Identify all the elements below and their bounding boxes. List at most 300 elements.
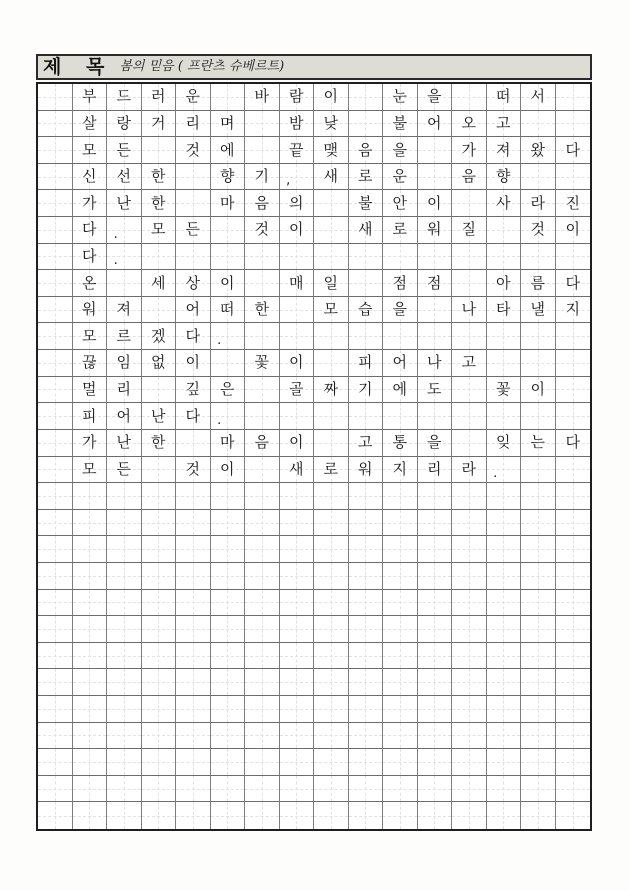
grid-character: 다 [185,406,200,425]
grid-cell [280,616,315,643]
grid-cell [418,696,453,723]
grid-character: 오 [461,113,476,132]
grid-character: 꽃 [496,379,511,398]
grid-cell [176,669,211,696]
grid-character: 진 [565,193,580,212]
grid-character: 지 [392,459,407,478]
grid-cell [245,669,280,696]
grid-character: 리 [427,459,442,478]
grid-character: 모 [151,220,166,239]
grid-cell [73,217,108,244]
grid-cell [176,190,211,217]
grid-character: 이 [289,353,304,372]
grid-cell [314,616,349,643]
grid-cell [107,723,142,750]
grid-cell [280,802,315,829]
grid-cell [176,457,211,484]
grid-cell [487,643,522,670]
grid-cell [314,696,349,723]
grid-character: 서 [530,87,545,106]
grid-cell [38,749,73,776]
grid-cell [245,723,280,750]
grid-cell [38,111,73,138]
grid-cell [73,802,108,829]
grid-cell [38,669,73,696]
grid-cell [314,164,349,191]
grid-cell [418,270,453,297]
grid-cell [487,403,522,430]
grid-cell [211,643,246,670]
grid-cell [176,244,211,271]
grid-cell [452,643,487,670]
grid-cell [314,323,349,350]
grid-cell [418,244,453,271]
grid-cell [452,137,487,164]
grid-cell [383,802,418,829]
grid-cell [487,483,522,510]
grid-cell [73,244,108,271]
grid-cell [556,669,591,696]
grid-character: 매 [289,273,304,292]
grid-character: 사 [496,193,511,212]
grid-character: 골 [289,379,304,398]
grid-character: 것 [530,220,545,239]
grid-character: 한 [151,433,166,452]
grid-character: 불 [392,113,407,132]
grid-character: 도 [427,379,442,398]
grid-cell [73,510,108,537]
grid-character: 마 [220,433,235,452]
grid-cell [245,297,280,324]
grid-cell [280,643,315,670]
grid-cell [556,483,591,510]
grid-cell [556,270,591,297]
grid-cell [556,137,591,164]
grid-character: 리 [116,379,131,398]
grid-character: 음 [254,433,269,452]
grid-character: 한 [151,167,166,186]
grid-cell [107,84,142,111]
grid-cell [211,403,246,430]
grid-character: 다 [565,433,580,452]
grid-character: 맺 [323,140,338,159]
grid-cell [176,802,211,829]
grid-cell [521,696,556,723]
grid-cell [487,297,522,324]
grid-character: 눈 [392,87,407,106]
grid-cell [349,403,384,430]
grid-cell [73,669,108,696]
grid-cell [245,377,280,404]
grid-cell [452,350,487,377]
grid-cell [521,590,556,617]
grid-cell [38,217,73,244]
grid-cell [383,244,418,271]
grid-cell [280,536,315,563]
grid-cell [107,244,142,271]
grid-cell [487,430,522,457]
grid-character: 밤 [289,113,304,132]
grid-cell [452,563,487,590]
grid-cell [487,696,522,723]
grid-character: 이 [427,193,442,212]
grid-cell [349,84,384,111]
grid-cell [383,510,418,537]
grid-cell [176,430,211,457]
grid-character: 낼 [530,300,545,319]
grid-cell [107,669,142,696]
grid-character: 라 [461,459,476,478]
grid-character: 잊 [496,433,511,452]
grid-cell [521,84,556,111]
grid-cell [349,111,384,138]
grid-character: 이 [565,220,580,239]
grid-cell [556,84,591,111]
grid-cell [418,563,453,590]
grid-character: 고 [496,113,511,132]
grid-cell [142,297,177,324]
grid-character: 음 [461,167,476,186]
grid-cell [176,84,211,111]
grid-character: 어 [427,113,442,132]
grid-cell [107,510,142,537]
grid-cell [38,696,73,723]
grid-character: 가 [82,433,97,452]
grid-cell [38,377,73,404]
grid-cell [487,802,522,829]
grid-cell [383,483,418,510]
grid-cell [211,723,246,750]
grid-character: 모 [82,459,97,478]
grid-cell [349,536,384,563]
grid-cell [487,84,522,111]
grid-cell [521,190,556,217]
grid-cell [452,696,487,723]
grid-character: 타 [496,300,511,319]
grid-character: 습 [358,300,373,319]
grid-character: 로 [358,167,373,186]
grid-cell [280,776,315,803]
grid-cell [211,563,246,590]
grid-character: 꽃 [254,353,269,372]
grid-cell [245,563,280,590]
grid-cell [521,510,556,537]
grid-cell [556,776,591,803]
grid-character: 기 [254,167,269,186]
grid-cell [349,350,384,377]
grid-cell [349,323,384,350]
grid-cell [383,643,418,670]
manuscript-grid [36,82,592,831]
grid-cell [176,323,211,350]
grid-character: 어 [185,300,200,319]
grid-cell [521,297,556,324]
grid-cell [452,84,487,111]
grid-cell [73,190,108,217]
grid-cell [487,510,522,537]
grid-cell [521,802,556,829]
grid-cell [349,802,384,829]
grid-cell [556,643,591,670]
grid-character: 며 [220,113,235,132]
grid-cell [314,84,349,111]
grid-character: 새 [323,167,338,186]
grid-character: 든 [116,140,131,159]
grid-cell [521,669,556,696]
grid-cell [280,457,315,484]
grid-cell [245,536,280,563]
grid-character: 이 [289,433,304,452]
grid-character: 난 [151,406,166,425]
grid-cell [452,111,487,138]
grid-cell [521,137,556,164]
grid-cell [280,190,315,217]
grid-character: 새 [358,220,373,239]
grid-cell [521,749,556,776]
grid-character: 드 [116,87,131,106]
grid-cell [418,111,453,138]
grid-cell [245,270,280,297]
grid-cell [487,616,522,643]
grid-cell [452,590,487,617]
grid-cell [418,669,453,696]
grid-cell [556,723,591,750]
grid-cell [556,696,591,723]
grid-cell [556,190,591,217]
grid-cell [107,776,142,803]
grid-cell [487,137,522,164]
grid-cell [383,137,418,164]
grid-cell [245,457,280,484]
grid-cell [452,802,487,829]
grid-character: 고 [461,353,476,372]
grid-cell [349,483,384,510]
grid-cell [280,377,315,404]
grid-cell [38,323,73,350]
grid-cell [38,190,73,217]
grid-cell [280,696,315,723]
grid-cell [245,190,280,217]
grid-cell [383,111,418,138]
grid-cell [211,616,246,643]
grid-cell [280,217,315,244]
grid-character: 새 [289,459,304,478]
grid-character: 에 [220,140,235,159]
grid-character: 떠 [496,87,511,106]
grid-cell [349,137,384,164]
grid-character: 부 [82,87,97,106]
grid-cell [383,616,418,643]
grid-character: 점 [427,273,442,292]
grid-cell [487,244,522,271]
grid-cell [245,244,280,271]
grid-cell [107,616,142,643]
grid-cell [73,111,108,138]
grid-cell [418,643,453,670]
grid-cell [314,457,349,484]
grid-character: 한 [254,300,269,319]
grid-character: 지 [565,300,580,319]
grid-cell [452,164,487,191]
grid-cell [418,297,453,324]
grid-cell [487,723,522,750]
grid-cell [383,403,418,430]
grid-cell [383,696,418,723]
grid-cell [556,802,591,829]
grid-cell [38,776,73,803]
grid-cell [280,590,315,617]
grid-cell [383,590,418,617]
grid-cell [38,350,73,377]
grid-cell [349,377,384,404]
grid-character: 워 [427,220,442,239]
grid-cell [280,403,315,430]
grid-cell [556,217,591,244]
grid-cell [349,590,384,617]
grid-cell [452,403,487,430]
grid-cell [452,669,487,696]
grid-character: 기 [358,379,373,398]
grid-character: 임 [116,353,131,372]
grid-character: 난 [116,433,131,452]
grid-character: 을 [392,140,407,159]
grid-cell [521,350,556,377]
grid-cell [487,563,522,590]
grid-cell [176,590,211,617]
grid-cell [418,190,453,217]
grid-cell [38,457,73,484]
grid-character: 라 [530,193,545,212]
grid-cell [556,297,591,324]
grid-cell [142,217,177,244]
grid-cell [349,563,384,590]
grid-cell [176,616,211,643]
grid-cell [521,270,556,297]
grid-cell [487,457,522,484]
grid-character: 짜 [323,379,338,398]
grid-cell [142,643,177,670]
grid-cell [452,270,487,297]
grid-cell [142,430,177,457]
grid-character: 음 [254,193,269,212]
grid-cell [556,244,591,271]
grid-cell [38,643,73,670]
grid-cell [38,430,73,457]
grid-cell [38,723,73,750]
grid-cell [418,590,453,617]
grid-cell [487,217,522,244]
grid-cell [142,802,177,829]
grid-cell [521,723,556,750]
grid-character: 는 [530,433,545,452]
grid-cell [280,723,315,750]
grid-cell [280,430,315,457]
grid-character: 운 [185,87,200,106]
grid-character: 고 [358,433,373,452]
grid-cell [73,723,108,750]
grid-cell [142,749,177,776]
grid-cell [211,111,246,138]
grid-character: 이 [530,379,545,398]
grid-cell [314,590,349,617]
grid-character: 아 [496,273,511,292]
grid-cell [280,164,315,191]
grid-cell [383,84,418,111]
grid-cell [142,137,177,164]
grid-cell [211,244,246,271]
grid-cell [211,510,246,537]
grid-cell [176,297,211,324]
grid-cell [73,483,108,510]
grid-cell [487,270,522,297]
grid-cell [280,137,315,164]
grid-cell [383,350,418,377]
grid-character: 은 [220,379,235,398]
grid-cell [38,164,73,191]
grid-character: 살 [82,113,97,132]
grid-cell [176,111,211,138]
grid-cell [314,669,349,696]
grid-character: 을 [427,87,442,106]
grid-character: 모 [82,140,97,159]
grid-cell [556,430,591,457]
grid-cell [38,84,73,111]
grid-cell [176,510,211,537]
grid-character: 이 [289,220,304,239]
grid-cell [314,749,349,776]
grid-cell [211,696,246,723]
grid-character: 람 [289,87,304,106]
grid-character: 운 [392,167,407,186]
grid-cell [314,350,349,377]
grid-character: 름 [530,273,545,292]
grid-cell [452,749,487,776]
grid-cell [211,669,246,696]
grid-character: 낮 [323,113,338,132]
grid-cell [314,377,349,404]
grid-character: 피 [358,353,373,372]
grid-cell [211,377,246,404]
grid-character: 끝 [289,140,304,159]
grid-character: 이 [323,87,338,106]
grid-cell [107,643,142,670]
grid-cell [245,84,280,111]
grid-cell [487,377,522,404]
grid-cell [211,84,246,111]
grid-cell [556,323,591,350]
grid-cell [38,483,73,510]
grid-cell [211,137,246,164]
grid-cell [73,137,108,164]
grid-cell [142,403,177,430]
grid-cell [418,323,453,350]
grid-character: 리 [185,113,200,132]
grid-cell [142,669,177,696]
grid-cell [314,403,349,430]
grid-cell [452,510,487,537]
grid-cell [211,483,246,510]
grid-cell [245,217,280,244]
grid-cell [176,164,211,191]
grid-character: 없 [151,353,166,372]
grid-character: 끊 [82,353,97,372]
grid-cell [142,536,177,563]
grid-cell [38,270,73,297]
grid-cell [349,510,384,537]
grid-cell [142,350,177,377]
grid-cell [142,590,177,617]
grid-cell [107,536,142,563]
